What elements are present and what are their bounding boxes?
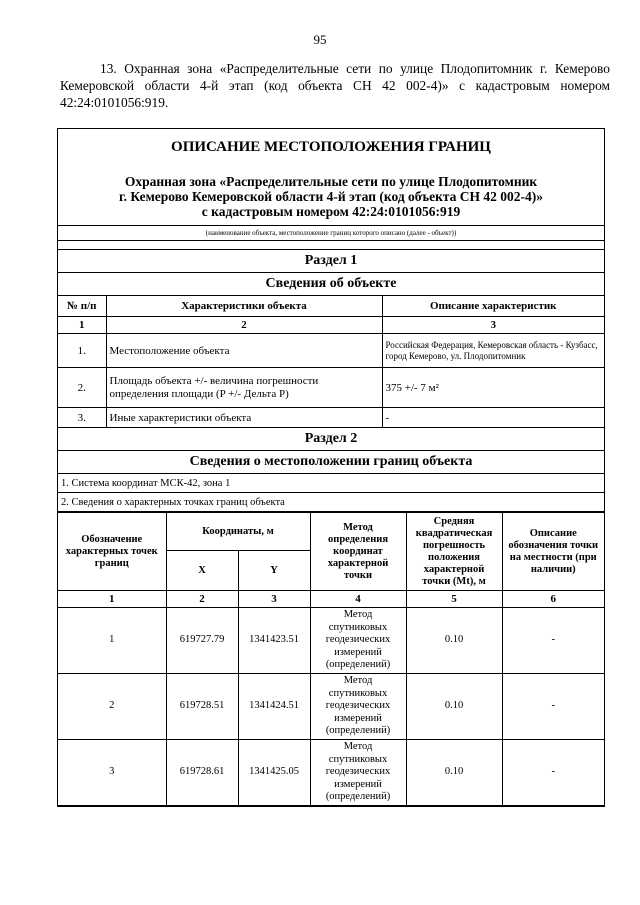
spacer [58,241,604,250]
point-method: Метод спутниковых геодезических измерений (определений) [310,740,406,806]
col-number: 3 [238,591,310,608]
col-number: 4 [310,591,406,608]
point-y: 1341424.51 [238,674,310,740]
row-characteristic: Площадь объекта +/- величина погрешности определения площади (P +/- Дельта P) [106,368,382,408]
section1-table [58,129,604,512]
header-coordinates: Координаты, м [166,513,310,551]
table-row [58,408,604,428]
row-value: Российская Федерация, Кемеровская область - Кузбасс, город Кемерово, ул. Плодопитомник [382,334,604,368]
subtitle-line-1: Охранная зона «Распределительные сети по улице Плодопитомник [124,174,538,189]
document-title: ОПИСАНИЕ МЕСТОПОЛОЖЕНИЯ ГРАНИЦ [171,139,491,155]
point-method: Метод спутниковых геодезических измерений (определений) [310,608,406,674]
point-x: 619727.79 [166,608,238,674]
col-number: 2 [166,591,238,608]
header-designation: Обозначение характерных точек границ [58,513,166,591]
header-x: X [166,551,238,591]
header-number: № п/п [58,296,106,317]
intro-paragraph: 13. Охранная зона «Распределительные сети по улице Плодопитомник г. Кемерово Кемеровской области 4-й этап (код объекта СН 42 002-4)» с кадастровым номером 42:24:0101056:919. [60,61,610,110]
boundary-description-document [57,128,605,807]
row-value: 375 +/- 7 м² [382,368,604,408]
header-method: Метод определения координат характерной точки [310,513,406,591]
document-subtitle [61,156,601,225]
header-point-description: Описание обозначения точки на местности (при наличии) [502,513,604,591]
row-number: 2. [58,368,106,408]
row-characteristic: Иные характеристики объекта [106,408,382,428]
col-number: 2 [106,317,382,334]
object-name-hint: (наименование объекта, местоположение границ которого описано (далее - объект)) [58,226,604,241]
header-characteristic: Характеристики объекта [106,296,382,317]
point-description: - [502,740,604,806]
row-characteristic: Местоположение объекта [106,334,382,368]
col-number: 1 [58,317,106,334]
points-table [58,512,604,806]
point-mt: 0.10 [406,740,502,806]
table-row [58,674,604,740]
points-section-title: 2. Сведения о характерных точках границ объекта [58,493,604,512]
section1-title: Раздел 1 [58,250,604,273]
section2-title: Раздел 2 [58,428,604,451]
col-number: 5 [406,591,502,608]
header-y: Y [238,551,310,591]
row-number: 3. [58,408,106,428]
point-id: 1 [58,608,166,674]
page-number: 95 [313,32,327,47]
row-value: - [382,408,604,428]
table-row [58,740,604,806]
point-mt: 0.10 [406,674,502,740]
header-description: Описание характеристик [382,296,604,317]
row-number: 1. [58,334,106,368]
subtitle-line-2: г. Кемерово Кемеровской области 4-й этап (код объекта СН 42 002-4)» [118,189,544,204]
point-x: 619728.51 [166,674,238,740]
point-mt: 0.10 [406,608,502,674]
subtitle-line-3: с кадастровым номером 42:24:0101056:919 [201,204,461,219]
coordinate-system: 1. Система координат МСК-42, зона 1 [58,474,604,493]
point-x: 619728.61 [166,740,238,806]
header-error: Средняя квадратическая погрешность положения характерной точки (Mt), м [406,513,502,591]
point-id: 2 [58,674,166,740]
point-method: Метод спутниковых геодезических измерений (определений) [310,674,406,740]
point-y: 1341425.05 [238,740,310,806]
table-row [58,368,604,408]
col-number: 3 [382,317,604,334]
table-row [58,608,604,674]
point-description: - [502,674,604,740]
point-id: 3 [58,740,166,806]
col-number: 6 [502,591,604,608]
point-description: - [502,608,604,674]
section2-subtitle: Сведения о местоположении границ объекта [58,451,604,474]
col-number: 1 [58,591,166,608]
point-y: 1341423.51 [238,608,310,674]
section1-subtitle: Сведения об объекте [58,273,604,296]
table-row [58,334,604,368]
